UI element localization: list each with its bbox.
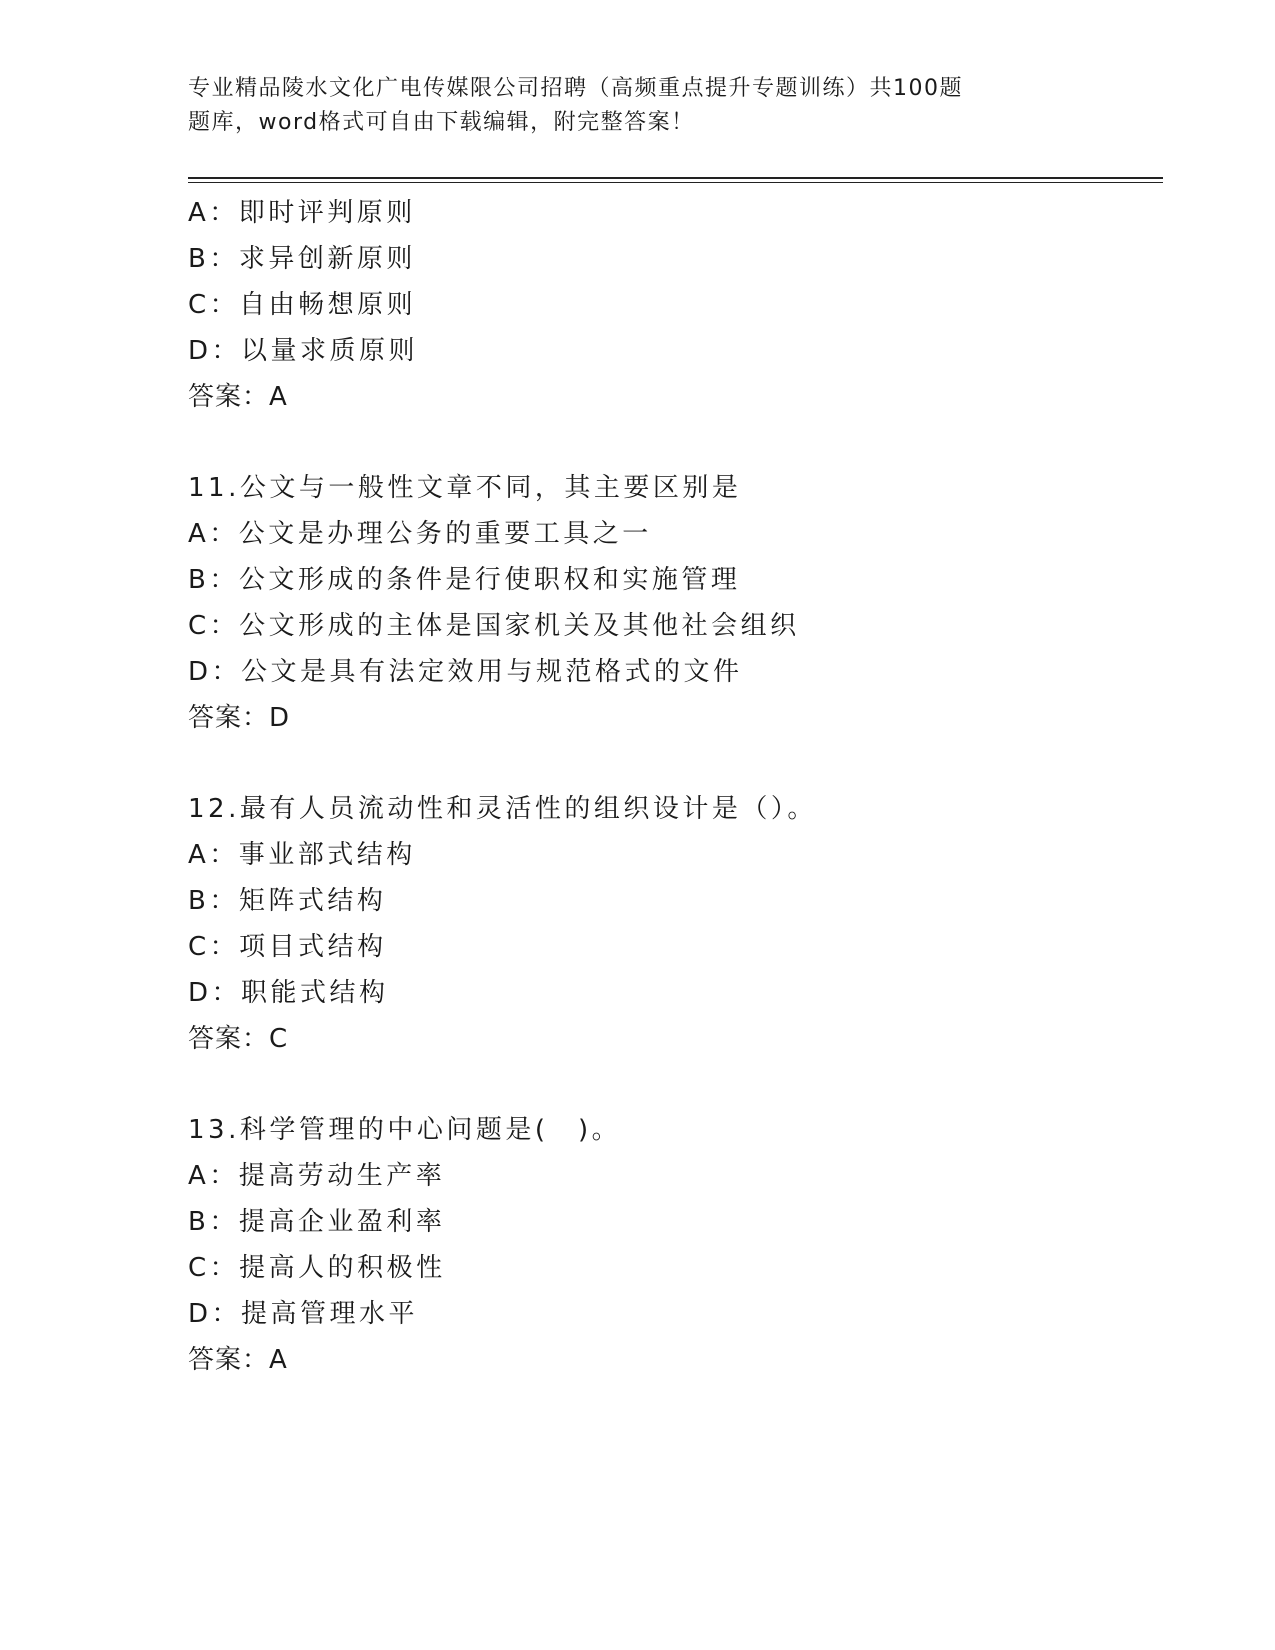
question-11-block: [188, 465, 1163, 741]
question-13-stem: 13.科学管理的中心问题是( )。: [188, 1115, 622, 1145]
question-10-option-a: A：即时评判原则: [188, 198, 416, 228]
question-13-option-a: A：提高劳动生产率: [188, 1161, 446, 1191]
question-content: [188, 190, 1163, 1383]
question-12-answer: 答案：C: [188, 1024, 289, 1054]
question-11-stem: 11.公文与一般性文章不同，其主要区别是: [188, 473, 742, 503]
question-12-option-d: D：职能式结构: [188, 978, 389, 1008]
question-13-option-c: C：提高人的积极性: [188, 1253, 446, 1283]
question-spacer: [188, 741, 1163, 786]
header-title-line-2: 题库，word格式可自由下载编辑，附完整答案！: [188, 110, 695, 135]
question-10-option-c: C：自由畅想原则: [188, 290, 417, 320]
question-11-option-d: D：公文是具有法定效用与规范格式的文件: [188, 657, 743, 687]
question-10-answer: 答案：A: [188, 382, 288, 412]
header-divider-thick: [188, 177, 1163, 179]
question-10-option-b: B：求异创新原则: [188, 244, 416, 274]
question-13-block: [188, 1107, 1163, 1383]
question-10-block: [188, 190, 1163, 420]
question-11-option-c: C：公文形成的主体是国家机关及其他社会组织: [188, 611, 800, 641]
question-11-answer: 答案：D: [188, 703, 291, 733]
question-13-option-b: B：提高企业盈利率: [188, 1207, 446, 1237]
question-13-option-d: D：提高管理水平: [188, 1299, 419, 1329]
question-13-answer: 答案：A: [188, 1345, 288, 1375]
header-title-line-1: 专业精品陵水文化广电传媒限公司招聘（高频重点提升专题训练）共100题: [188, 76, 963, 101]
question-11-option-b: B：公文形成的条件是行使职权和实施管理: [188, 565, 741, 595]
question-spacer: [188, 420, 1163, 465]
question-12-option-b: B：矩阵式结构: [188, 886, 387, 916]
question-12-option-c: C：项目式结构: [188, 932, 387, 962]
question-11-option-a: A：公文是办理公务的重要工具之一: [188, 519, 652, 549]
question-12-stem: 12.最有人员流动性和灵活性的组织设计是（）。: [188, 794, 817, 824]
question-10-option-d: D：以量求质原则: [188, 336, 419, 366]
question-12-option-a: A：事业部式结构: [188, 840, 416, 870]
header-divider-thin: [188, 182, 1163, 183]
question-12-block: [188, 786, 1163, 1062]
document-header: [188, 72, 1028, 140]
question-spacer: [188, 1062, 1163, 1107]
